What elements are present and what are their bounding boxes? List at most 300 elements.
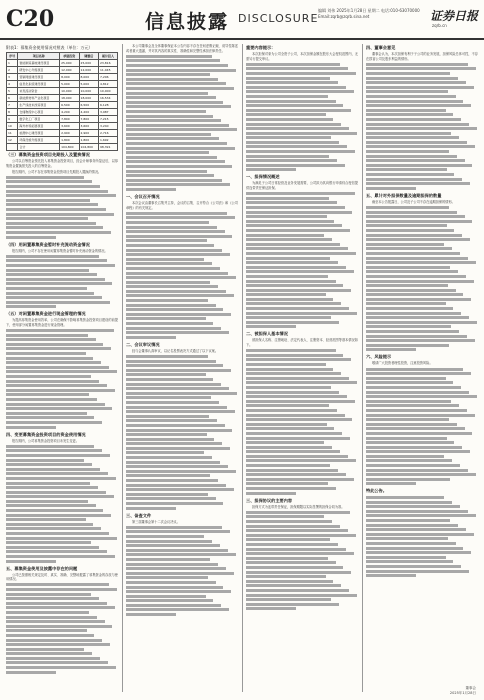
table-cell: 生产线技术改造项目 [18, 102, 60, 109]
block-heading: 三、担保协议的主要内容 [246, 497, 293, 503]
text-line [246, 150, 355, 153]
fine-print-lines [6, 176, 118, 239]
text-line [126, 415, 209, 418]
table-cell: 18,000 [60, 95, 79, 102]
article-block [366, 488, 478, 577]
block-paragraph: 报告期内，公司不存在募集资金投资项目先期投入置换的情况。 [12, 169, 102, 174]
text-line [126, 327, 221, 330]
text-line [246, 81, 338, 84]
text-line [366, 391, 469, 394]
text-line [6, 504, 96, 507]
text-line [126, 82, 226, 85]
table-cell: 新能源材料产业化项目 [18, 95, 60, 102]
article-block [366, 354, 478, 485]
text-line [366, 533, 474, 536]
text-line [246, 243, 340, 246]
table-cell: 104,800 [79, 144, 98, 151]
table-cell: 合计 [18, 144, 60, 151]
text-line [126, 563, 218, 566]
fine-print-lines [366, 368, 478, 486]
block-paragraph: 公司以自筹资金预先投入募集资金投资项目，经会计师事务所鉴证后，以募集资金置换预先投入的自筹资金。 [6, 159, 118, 168]
text-line [6, 380, 99, 383]
table-cell: 4,200 [60, 109, 79, 116]
article-block [6, 242, 118, 309]
text-line [366, 464, 460, 467]
text-line [246, 155, 329, 158]
table-cell: 23,816 [98, 60, 117, 67]
text-line [6, 500, 88, 503]
text-line [126, 429, 232, 432]
text-line [366, 565, 461, 568]
text-line [6, 518, 86, 521]
text-line [246, 298, 333, 301]
text-line [366, 234, 462, 237]
block-paragraph: 报告期内，公司募集资金投资项目未发生变更。 [12, 438, 79, 443]
text-line [246, 520, 332, 523]
text-line [366, 215, 465, 218]
text-line [6, 278, 105, 281]
table-cell: 7,206 [98, 74, 117, 81]
text-line [246, 86, 346, 89]
table-cell: 1,800 [79, 137, 98, 144]
column-divider [242, 44, 243, 692]
text-line [246, 67, 348, 70]
text-line [246, 77, 330, 80]
text-line [246, 566, 343, 569]
text-line [246, 266, 346, 269]
text-line [126, 87, 234, 90]
block-heading: （五）对闲置募集资金进行现金管理的情况 [6, 311, 86, 317]
text-line [6, 611, 89, 614]
text-line [366, 100, 463, 103]
block-paragraph: 截至本公告披露日，公司及子公司不存在逾期担保的情形。 [372, 199, 455, 204]
text-line [366, 510, 468, 513]
block-heading: 四、董事会意见 [366, 45, 396, 50]
text-line [366, 427, 465, 430]
text-line [126, 165, 232, 168]
fine-print-lines [126, 526, 238, 616]
text-line [366, 141, 467, 144]
text-line [246, 589, 349, 592]
text-line [126, 285, 218, 288]
table-cell: 3,600 [79, 123, 98, 130]
text-line [126, 212, 227, 215]
text-line [246, 598, 331, 601]
text-line [126, 336, 176, 339]
table-cell: 5,000 [60, 81, 79, 88]
text-line [246, 325, 296, 328]
announcement-footer [386, 686, 476, 696]
text-line [126, 369, 231, 372]
text-line [366, 404, 459, 407]
text-line [246, 459, 356, 462]
text-line [366, 524, 458, 527]
text-line [126, 69, 236, 72]
text-line [366, 168, 447, 171]
text-line [246, 538, 330, 541]
text-line [246, 525, 340, 528]
text-line [126, 294, 234, 297]
text-line [6, 199, 90, 202]
table-header-cell: 项目名称 [18, 53, 60, 60]
text-line [126, 572, 234, 575]
text-line [126, 544, 220, 547]
block-paragraph: 本次担保对象为公司全资子公司，本次担保金额在股东大会授权范围内，无需另行提交审议。 [246, 52, 358, 61]
text-line [126, 101, 223, 104]
text-line [246, 423, 327, 426]
text-line [126, 115, 213, 118]
text-line [126, 410, 235, 413]
text-line [246, 400, 355, 403]
column-3 [246, 44, 358, 692]
text-line [126, 484, 226, 487]
text-line [126, 147, 235, 150]
text-line [6, 292, 94, 295]
text-line [126, 502, 223, 505]
table-cell: 25,000 [60, 60, 79, 67]
article-block [126, 513, 238, 616]
text-line [126, 221, 209, 224]
text-line [126, 599, 213, 602]
text-line [6, 593, 91, 596]
block-paragraph: 董事会认为，本次担保有利于子公司的业务发展，担保风险总体可控，不存在损害公司及股东利益的情形。 [366, 52, 478, 61]
table-cell: 3,600 [60, 123, 79, 130]
text-line [126, 438, 214, 441]
block-paragraph: 第三届董事会第十二次会议决议。 [132, 519, 180, 524]
text-line [6, 416, 94, 419]
text-line [6, 550, 107, 553]
block-heading: 一、会议召开情况 [126, 194, 160, 199]
text-line [6, 296, 102, 299]
text-line [366, 206, 449, 209]
text-line [6, 546, 99, 549]
text-line [126, 595, 206, 598]
text-line [366, 145, 475, 148]
table-cell: 4,200 [79, 109, 98, 116]
table-row [7, 109, 118, 116]
table-cell: 18,000 [79, 95, 98, 102]
table-cell: 12,000 [60, 67, 79, 74]
text-line [126, 470, 236, 473]
text-line [126, 128, 237, 131]
text-line [126, 424, 225, 427]
text-line [366, 118, 461, 121]
text-line [246, 201, 337, 204]
text-line [6, 537, 117, 540]
block-paragraph: 本公司董事会及全体董事保证本公告内容不存在任何虚假记载、误导性陈述或者重大遗漏，并对其内容的真实性、准确性和完整性承担法律责任。 [126, 44, 238, 53]
text-line [366, 316, 469, 319]
block-heading: （四）用闲置募集资金暂时补充流动资金情况 [6, 241, 90, 247]
text-line [126, 276, 236, 279]
table-cell: 4,812 [98, 81, 117, 88]
fund-usage-table [6, 52, 118, 151]
text-line [6, 477, 116, 480]
fine-print-lines [246, 511, 358, 610]
table-header-cell: 序号 [7, 53, 18, 60]
table-cell: 8,000 [79, 74, 98, 81]
text-line [366, 289, 456, 292]
text-line [126, 322, 213, 325]
column-4 [366, 44, 478, 692]
fine-print-lines [6, 583, 118, 673]
table-cell [7, 144, 18, 151]
text-line [6, 203, 98, 206]
text-line [246, 159, 337, 162]
text-line [366, 409, 467, 412]
text-line [126, 179, 222, 182]
text-line [246, 293, 326, 296]
text-line [6, 190, 108, 193]
article-block [6, 311, 118, 428]
table-cell: 16,534 [98, 95, 117, 102]
text-line [366, 224, 447, 227]
table-cell: 7,800 [60, 116, 79, 123]
text-line [126, 378, 213, 381]
text-line [246, 257, 330, 260]
text-line [6, 509, 103, 512]
text-line [126, 92, 208, 95]
text-line [126, 55, 212, 58]
table-cell: 信息化系统建设项目 [18, 81, 60, 88]
text-line [366, 344, 449, 347]
text-line [366, 136, 459, 139]
table-cell: 8 [7, 109, 18, 116]
text-line [6, 643, 110, 646]
text-line [366, 441, 454, 444]
text-line [6, 514, 111, 517]
text-line [366, 252, 460, 255]
text-line [246, 354, 343, 357]
text-line [366, 132, 451, 135]
text-line [246, 464, 330, 467]
text-line [6, 468, 100, 471]
text-line [6, 338, 96, 341]
block-paragraph: 报告期内，公司不存在使用闲置募集资金暂时补充流动资金的情况。 [12, 248, 108, 253]
text-line [126, 442, 222, 445]
table-row [7, 95, 118, 102]
text-line [126, 244, 214, 247]
text-line [246, 450, 340, 453]
text-line [6, 560, 56, 563]
text-line [366, 469, 468, 472]
table-cell: 3,240 [98, 123, 117, 130]
text-line [366, 81, 466, 84]
text-line [126, 590, 231, 593]
text-line [126, 535, 204, 538]
text-line [126, 281, 210, 284]
text-line [246, 261, 338, 264]
text-line [126, 447, 230, 450]
text-line [366, 400, 451, 403]
text-line [246, 607, 296, 610]
block-heading: 特此公告。 [366, 488, 387, 494]
text-line [6, 213, 114, 216]
text-line [366, 243, 444, 246]
fine-print-lines [126, 355, 238, 510]
text-line [366, 307, 453, 310]
text-line [246, 168, 296, 171]
text-line [246, 534, 356, 537]
table-cell: 补充流动资金 [18, 88, 60, 95]
block-paragraph: 敬请广大投资者理性投资，注意投资风险。 [372, 361, 433, 366]
text-line [246, 307, 349, 310]
table-cell: 研发中心升级项目 [18, 67, 60, 74]
text-line [6, 273, 97, 276]
table-cell: 6,500 [79, 102, 98, 109]
text-line [6, 412, 87, 415]
text-line [246, 372, 341, 375]
table-row [7, 144, 118, 151]
article-block [246, 174, 358, 328]
text-line [6, 305, 56, 308]
column-2 [126, 44, 238, 692]
block-heading: 五、募集资金使用及披露中存在的问题 [6, 565, 78, 571]
text-line [126, 540, 212, 543]
text-line [366, 377, 446, 380]
text-line [246, 118, 333, 121]
text-line [126, 174, 214, 177]
table-row [7, 60, 118, 67]
text-line [366, 372, 471, 375]
text-line [6, 527, 101, 530]
article-block [126, 44, 238, 191]
text-line [246, 252, 356, 255]
article-block [246, 498, 358, 611]
text-line [126, 119, 221, 122]
text-line [6, 445, 94, 448]
text-line [366, 528, 466, 531]
article-block [6, 152, 118, 239]
text-line [126, 313, 231, 316]
text-line [246, 395, 347, 398]
text-line [366, 155, 457, 158]
text-line [246, 109, 351, 112]
block-heading: 重要内容提示： [246, 45, 276, 50]
text-line [366, 247, 452, 250]
text-line [126, 151, 209, 154]
text-line [6, 648, 84, 651]
text-line [6, 454, 110, 457]
text-line [366, 414, 475, 417]
text-line [6, 616, 97, 619]
text-line [246, 321, 339, 324]
text-line [366, 86, 474, 89]
text-line [6, 463, 92, 466]
text-line [246, 414, 345, 417]
text-line [246, 441, 324, 444]
table-cell: 12,000 [79, 67, 98, 74]
text-line [6, 403, 105, 406]
table-cell: 10,000 [60, 88, 79, 95]
text-line [126, 304, 216, 307]
text-line [246, 584, 341, 587]
article-block [126, 342, 238, 510]
text-line [246, 211, 352, 214]
text-line [126, 465, 228, 468]
table-cell: 2,900 [79, 130, 98, 137]
text-line [6, 407, 112, 410]
text-line [246, 113, 326, 116]
text-line [126, 249, 222, 252]
text-line [6, 597, 99, 600]
text-line [246, 358, 351, 361]
text-line [246, 302, 341, 305]
newspaper-logo: 证券日报 [430, 9, 479, 23]
text-line [366, 482, 416, 485]
section-title-en: DISCLOSURE [238, 12, 319, 25]
text-line [366, 77, 458, 80]
block-paragraph: 本次会议由董事长召集并主持，会议的召集、召开符合《公司法》和《公司章程》的有关规定。 [126, 201, 238, 210]
text-line [246, 418, 352, 421]
table-cell: 98,391 [98, 144, 117, 151]
text-line [246, 437, 350, 440]
table-row [7, 116, 118, 123]
text-line [126, 549, 228, 552]
text-line [246, 104, 343, 107]
table-cell: 7 [7, 102, 18, 109]
text-line [246, 377, 349, 380]
text-line [366, 302, 446, 305]
text-line [126, 299, 208, 302]
fine-print-lines [6, 445, 118, 563]
text-line [366, 266, 450, 269]
block-paragraph: 公司已按照相关规定及时、真实、准确、完整地披露了募集资金的存放与使用情况。 [6, 572, 118, 582]
text-line [6, 588, 117, 591]
text-line [6, 532, 109, 535]
fine-print-lines [366, 206, 478, 351]
text-line [126, 433, 207, 436]
text-line [246, 409, 337, 412]
table-cell: 5,000 [79, 81, 98, 88]
text-line [366, 293, 463, 296]
article-block [246, 331, 358, 494]
table-cell: 检测中心建设项目 [18, 130, 60, 137]
article-columns [6, 44, 478, 692]
text-line [6, 176, 84, 179]
text-line [126, 183, 230, 186]
table-cell: 海外市场拓展项目 [18, 123, 60, 130]
text-line [366, 455, 444, 458]
text-line [366, 109, 446, 112]
text-line [126, 567, 226, 570]
block-heading: 二、会议审议情况 [126, 341, 160, 347]
text-line [126, 419, 217, 422]
text-line [6, 555, 115, 558]
text-line [126, 331, 229, 334]
text-line [366, 63, 468, 66]
text-line [6, 255, 99, 258]
table-header-cell: 承诺投资 [60, 53, 79, 60]
text-line [6, 482, 90, 485]
text-line [246, 63, 340, 66]
table-title: 附表1：募集资金使用情况对照表（单位：万元） [6, 45, 93, 50]
text-line [366, 537, 448, 540]
text-line [6, 652, 92, 655]
article-block [6, 566, 118, 674]
text-line [366, 381, 453, 384]
text-line [366, 551, 471, 554]
text-line [246, 515, 324, 518]
text-line [246, 220, 334, 223]
text-line [6, 231, 111, 234]
text-line [6, 222, 96, 225]
table-cell: 10,000 [98, 88, 117, 95]
text-line [246, 473, 346, 476]
fine-print-lines [246, 192, 358, 328]
text-line [246, 197, 329, 200]
column-divider [122, 44, 123, 692]
text-line [126, 78, 218, 81]
